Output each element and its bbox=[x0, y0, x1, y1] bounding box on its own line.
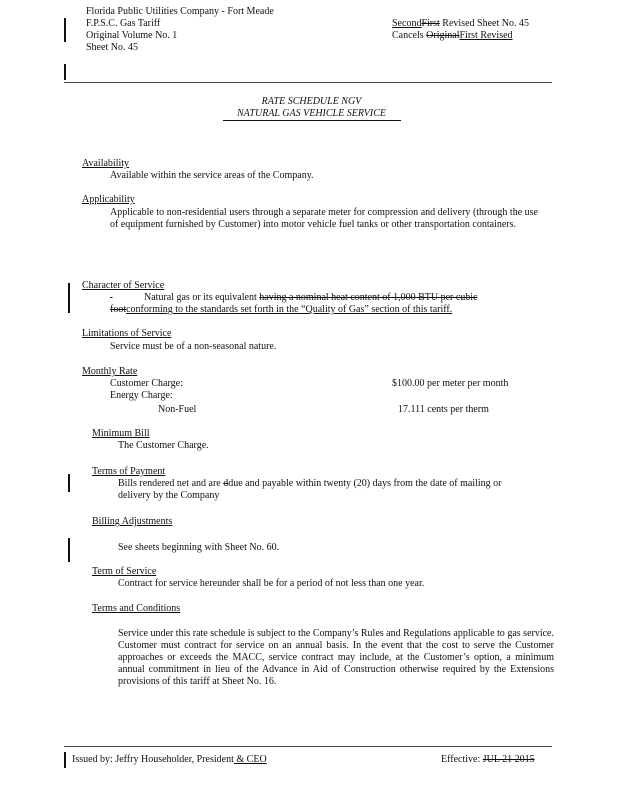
revised-old: First bbox=[421, 18, 440, 29]
tariff-name: F.P.S.C. Gas Tariff bbox=[86, 18, 161, 29]
effective-date bbox=[441, 754, 535, 766]
energy-charge-label: Energy Charge: bbox=[110, 390, 173, 401]
revision-bar bbox=[68, 283, 70, 313]
company-name: Florida Public Utilities Company - Fort Meade bbox=[86, 6, 274, 17]
limitations-heading: Limitations of Service bbox=[82, 328, 172, 339]
schedule-subtitle: NATURAL GAS VEHICLE SERVICE bbox=[237, 108, 386, 119]
revision-bar bbox=[64, 752, 66, 768]
availability-heading: Availability bbox=[82, 158, 130, 169]
issued-by-tail: & CEO bbox=[233, 754, 267, 765]
issued-by-name: Issued by: Jeffry Householder, President bbox=[72, 754, 234, 765]
volume-label: Original Volume No. 1 bbox=[86, 30, 178, 41]
terms-conditions-text: Service under this rate schedule is subject to the Company’s Rules and Regulations applicable to gas service. Customer must contract for service on an annual basis. In the event that the cost to serve the Customer approaches or exceeds the MACC, service contract may include, at the Customer’s option, a minimum annual commitment in lieu of the Advance in Aid of Construction otherwise required by the Extensions provisions of this tariff at Sheet No. 16. bbox=[118, 628, 554, 687]
applicability-text: Applicable to non-residential users through a separate meter for compression and delivery (through the use of equipment furnished by Customer) into motor vehicle fuel tanks or other transportation containers. bbox=[110, 207, 538, 230]
monthly-rate-heading: Monthly Rate bbox=[82, 366, 138, 377]
cancels-old: Original bbox=[426, 30, 460, 41]
availability-text: Available within the service areas of the Company. bbox=[110, 170, 314, 181]
minimum-bill-heading: Minimum Bill bbox=[92, 428, 150, 439]
schedule-title: RATE SCHEDULE NGV bbox=[261, 96, 362, 107]
sheet-label: Sheet No. 45 bbox=[86, 42, 138, 53]
customer-charge-label: Customer Charge: bbox=[110, 378, 183, 389]
terms-conditions-heading: Terms and Conditions bbox=[92, 603, 181, 614]
character-heading: Character of Service bbox=[82, 280, 165, 291]
applicability-heading: Applicability bbox=[82, 194, 135, 205]
terms-payment-heading: Terms of Payment bbox=[92, 466, 166, 477]
cancels-line bbox=[392, 30, 513, 42]
limitations-text: Service must be of a non-seasonal nature. bbox=[110, 341, 277, 352]
non-fuel-label: Non-Fuel bbox=[158, 404, 197, 415]
revised-sheet bbox=[392, 18, 529, 30]
minimum-bill-text: The Customer Charge. bbox=[118, 440, 209, 451]
customer-charge-value: $100.00 per meter per month bbox=[392, 378, 509, 389]
issued-by bbox=[72, 754, 267, 766]
character-struck1: having a nominal heat content of 1,000 BTU per cubic bbox=[259, 292, 478, 303]
revised-rest: Revised Sheet No. 45 bbox=[439, 18, 529, 29]
revision-bar bbox=[68, 474, 70, 492]
term-heading: Term of Service bbox=[92, 566, 157, 577]
character-added: conforming to the standards set forth in the “Quality of Gas” section of this tariff. bbox=[126, 304, 453, 315]
footer-rule bbox=[64, 746, 552, 747]
header-rule bbox=[64, 82, 552, 83]
character-struck2: foot bbox=[110, 304, 127, 315]
title-underline bbox=[223, 120, 401, 121]
billing-text: See sheets beginning with Sheet No. 60. bbox=[118, 542, 280, 553]
effective-struck-date: JUL 21 2015 bbox=[482, 754, 535, 765]
revision-bar bbox=[68, 538, 70, 562]
term-text: Contract for service hereunder shall be for a period of not less than one year. bbox=[118, 578, 425, 589]
character-line2 bbox=[110, 304, 452, 316]
effective-label: Effective: bbox=[441, 754, 483, 765]
terms-payment-b: due and payable within twenty (20) days from the date of mailing or bbox=[228, 478, 502, 489]
character-line1 bbox=[110, 292, 478, 304]
terms-payment-line1 bbox=[118, 478, 502, 490]
non-fuel-value: 17.111 cents per therm bbox=[398, 404, 489, 415]
terms-payment-a: Bills rendered net and are bbox=[118, 478, 224, 489]
cancels-new: First Revised bbox=[459, 30, 513, 41]
revision-bar bbox=[64, 18, 66, 42]
revised-new: Second bbox=[392, 18, 422, 29]
billing-heading: Billing Adjustments bbox=[92, 516, 173, 527]
struck-tab bbox=[110, 292, 144, 304]
terms-payment-line2: delivery by the Company bbox=[118, 490, 220, 501]
revision-bar bbox=[64, 64, 66, 80]
terms-payment-struck: d bbox=[223, 478, 229, 489]
character-lead: Natural gas or its equivalent bbox=[144, 292, 260, 303]
cancels-prefix: Cancels bbox=[392, 30, 427, 41]
